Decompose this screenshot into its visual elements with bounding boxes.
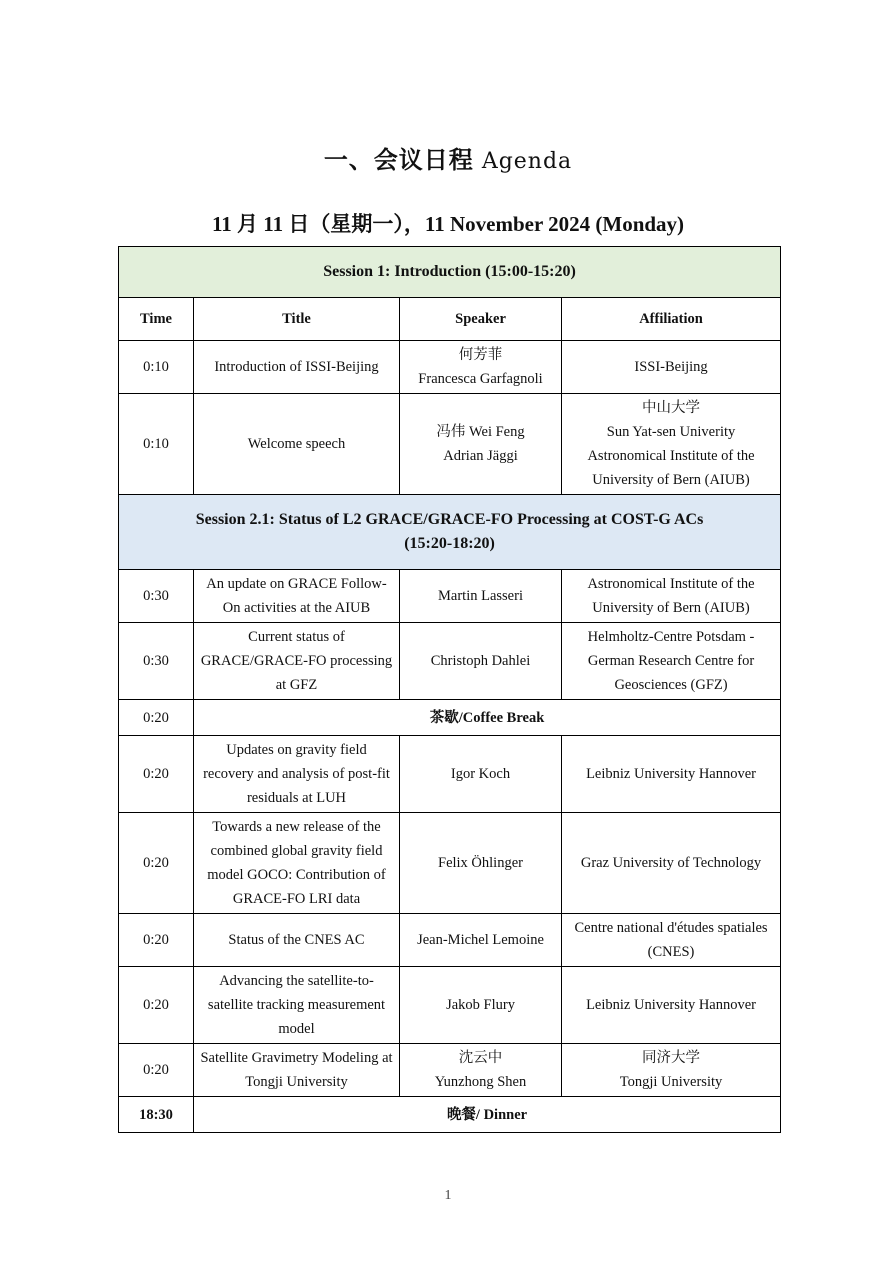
cell-line: Centre national d'études spatiales [574,920,768,936]
cell-line: Welcome speech [247,436,346,452]
cell-line: Francesca Garfagnoli [418,371,543,387]
affiliation-cell [562,813,781,914]
time-cell: 0:10 [119,341,194,394]
cell-line: Satellite Gravimetry Modeling at [200,1050,393,1066]
affiliation-cell [562,914,781,967]
cell-line: at GFZ [275,677,318,693]
cell-line: Yunzhong Shen [434,1074,527,1090]
speaker-cell [400,967,562,1044]
cell-line: Astronomical Institute of the [587,448,755,464]
agenda-row [119,570,781,623]
agenda-row [119,341,781,394]
coffee-break-row [119,700,781,736]
cell-line: Christoph Dahlei [430,653,531,669]
affiliation-cell [562,394,781,495]
speaker-cell [400,813,562,914]
cell-line: 冯伟 Wei Feng [436,424,525,440]
cell-line: Geosciences (GFZ) [614,677,728,693]
speaker-cell [400,736,562,813]
session-title-line: Session 2.1: Status of L2 GRACE/GRACE-FO Processing at COST-G ACs [195,511,704,528]
affiliation-cell [562,967,781,1044]
affiliation-cell [562,623,781,700]
time-cell: 0:20 [119,736,194,813]
agenda-row [119,967,781,1044]
speaker-cell [400,623,562,700]
cell-line: University of Bern (AIUB) [592,600,750,616]
cell-line: Helmholtz-Centre Potsdam - [587,629,755,645]
time-cell: 0:20 [119,700,194,736]
time-cell: 0:20 [119,967,194,1044]
cell-line: recovery and analysis of post-fit [203,766,390,782]
cell-line: (CNES) [647,944,695,960]
cell-line: combined global gravity field [210,843,383,859]
cell-line: Graz University of Technology [580,855,762,871]
cell-line: Advancing the satellite-to- [219,973,374,989]
cell-line: Towards a new release of the [212,819,381,835]
cell-line: Igor Koch [450,766,511,782]
cell-line: GRACE/GRACE-FO processing [200,653,393,669]
affiliation-cell [562,570,781,623]
cell-line: Updates on gravity field [226,742,367,758]
time-cell: 18:30 [119,1097,194,1133]
session-2-1-header [119,495,781,570]
time-cell: 0:30 [119,623,194,700]
time-cell: 0:20 [119,1044,194,1097]
agenda-row [119,623,781,700]
cell-line: Astronomical Institute of the [587,576,755,592]
heading-en: Agenda [481,149,573,174]
time-cell: 0:20 [119,813,194,914]
page-heading [0,140,896,175]
agenda-row [119,1044,781,1097]
cell-line: Status of the CNES AC [228,932,365,948]
agenda-row [119,813,781,914]
session-title-line: (15:20-18:20) [404,535,495,552]
session-1-title: Session 1: Introduction (15:00-15:20) [323,263,576,280]
cell-line: Leibniz University Hannover [586,997,756,1013]
cell-line: On activities at the AIUB [222,600,371,616]
cell-line: An update on GRACE Follow- [206,576,387,592]
cell-line: Jean-Michel Lemoine [417,932,544,948]
time-cell: 0:10 [119,394,194,495]
speaker-cell [400,394,562,495]
cell-line: Felix Öhlinger [438,855,523,871]
coffee-break-row-label: 茶歇/Coffee Break [194,700,781,736]
agenda-row [119,914,781,967]
title-cell [194,394,400,495]
dinner-row [119,1097,781,1133]
cell-line: Current status of [248,629,345,645]
cell-line: University of Bern (AIUB) [592,472,750,488]
col-time: Time [119,298,194,341]
cell-line: Tongji University [619,1074,723,1090]
title-cell [194,1044,400,1097]
affiliation-cell [562,1044,781,1097]
title-cell [194,623,400,700]
title-cell [194,914,400,967]
cell-line: Jakob Flury [446,997,515,1013]
time-cell: 0:30 [119,570,194,623]
cell-line: model GOCO: Contribution of [207,867,386,883]
cell-line: 同济大学 [642,1050,701,1066]
column-header-row [119,298,781,341]
cell-line: 中山大学 [642,400,701,416]
heading-zh: 一、会议日程 [323,146,474,174]
title-cell [194,341,400,394]
cell-line: GRACE-FO LRI data [232,891,361,907]
time-cell: 0:20 [119,914,194,967]
affiliation-cell [562,341,781,394]
speaker-cell [400,914,562,967]
title-cell [194,813,400,914]
title-cell [194,967,400,1044]
cell-line: Adrian Jäggi [443,448,518,464]
agenda-date: 11 月 11 日（星期一），11 November 2024 (Monday) [211,212,685,236]
cell-line: residuals at LUH [246,790,347,806]
cell-line: Introduction of ISSI-Beijing [214,359,379,375]
cell-line: Tongji University [245,1074,348,1090]
cell-line: 沈云中 [458,1050,503,1066]
cell-line: 何芳菲 [458,347,503,363]
cell-line: Leibniz University Hannover [586,766,756,782]
affiliation-cell [562,736,781,813]
title-cell [194,570,400,623]
speaker-cell [400,341,562,394]
agenda-row [119,736,781,813]
speaker-cell [400,570,562,623]
cell-line: Martin Lasseri [438,588,523,604]
cell-line: ISSI-Beijing [634,359,708,375]
speaker-cell [400,1044,562,1097]
dinner-row-label: 晚餐/ Dinner [194,1097,781,1133]
cell-line: Sun Yat-sen Univerity [606,424,736,440]
cell-line: satellite tracking measurement [207,997,386,1013]
session-1-header [119,247,781,298]
cell-line: German Research Centre for [587,653,755,669]
agenda-row [119,394,781,495]
cell-line: model [278,1021,315,1037]
col-title: Title [194,298,400,341]
agenda-table [118,246,781,1133]
page-number: 1 [444,1188,452,1203]
col-affiliation: Affiliation [562,298,781,341]
title-cell [194,736,400,813]
col-speaker: Speaker [400,298,562,341]
